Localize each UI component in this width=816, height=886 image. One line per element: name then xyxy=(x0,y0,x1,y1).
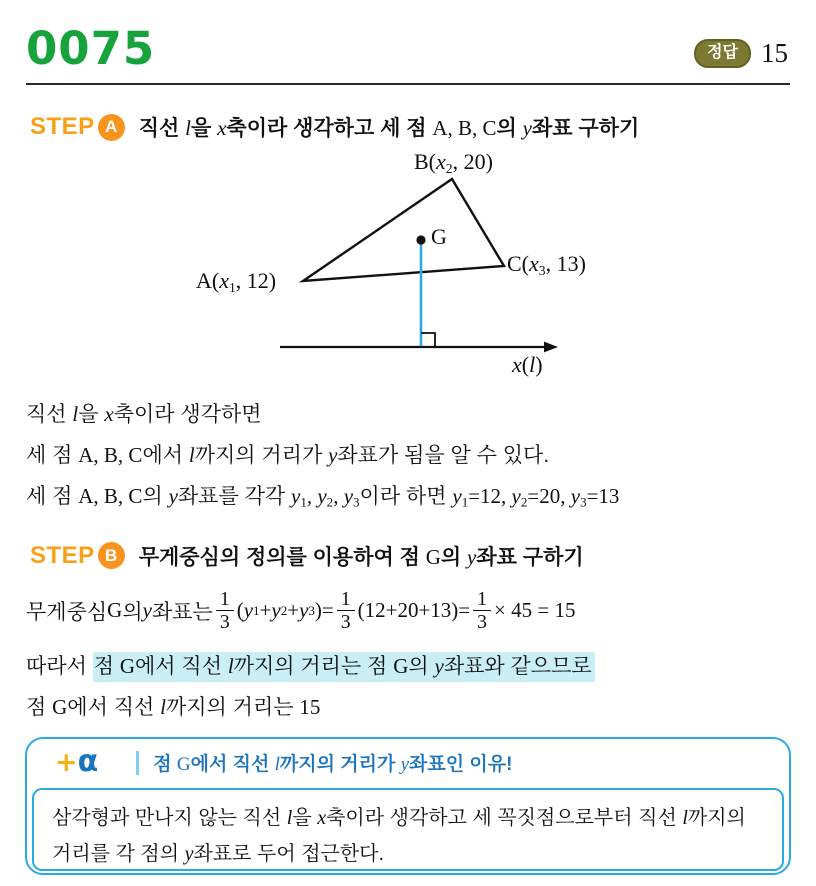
text-segment: l xyxy=(682,807,688,829)
text-segment: y xyxy=(467,544,477,569)
note-header xyxy=(27,739,789,786)
text-segment: G xyxy=(107,598,123,623)
text-segment: + xyxy=(287,598,300,623)
problem-number: 0075 xyxy=(26,22,156,75)
text-segment: y xyxy=(168,484,178,508)
text-segment: 2 xyxy=(326,494,334,510)
axis-label xyxy=(512,352,543,378)
text-segment: G xyxy=(119,653,135,678)
note-body xyxy=(32,788,784,871)
text-segment: 3 xyxy=(538,262,546,278)
step-b-label: STEP xyxy=(30,541,95,569)
alpha-glyph: α xyxy=(77,744,99,779)
text-segment: , xyxy=(306,484,318,508)
text-segment: y xyxy=(142,598,152,623)
text-segment: 직선 xyxy=(26,403,73,426)
text-segment: 의 xyxy=(440,545,468,569)
answer-badge: 정답 xyxy=(694,39,751,68)
axis-arrowhead-icon xyxy=(544,342,558,353)
text-segment: 3 xyxy=(580,494,587,510)
triangle-diagram xyxy=(0,148,816,384)
text-segment: 을 xyxy=(78,403,105,426)
text-segment: y xyxy=(400,754,410,775)
text-segment: 의 xyxy=(142,485,169,508)
text-segment: 1 xyxy=(461,494,469,510)
text-segment: y xyxy=(522,116,532,140)
text-segment: 까지의 거리가 xyxy=(279,754,401,775)
text-segment: , 20) xyxy=(452,149,493,174)
text-segment: y xyxy=(343,484,354,508)
text-segment: y xyxy=(511,484,521,508)
text-segment: y xyxy=(317,484,327,508)
text-segment: 축이라 생각하고 세 점 xyxy=(226,117,433,140)
text-segment: y xyxy=(434,653,444,678)
text-segment: 점 xyxy=(93,654,120,678)
text-segment: 1 xyxy=(300,494,307,510)
text-segment: 15 xyxy=(299,694,321,719)
step-a-row xyxy=(30,112,816,142)
note-title xyxy=(153,749,512,776)
text-segment: 축이라 생각하고 세 꼭짓점으로부터 직선 xyxy=(326,807,683,829)
fraction: $\frac{1}{3}$ xyxy=(473,588,491,633)
text-segment: 3 xyxy=(353,494,360,510)
text-segment: (12+20+13)= xyxy=(357,598,471,623)
text-segment: 좌표가 됨을 알 수 있다. xyxy=(337,444,550,467)
conclusion-line-2 xyxy=(26,688,816,727)
text-segment: 을 xyxy=(190,117,218,140)
text-segment: 세 점 xyxy=(26,444,79,467)
text-segment: 의 xyxy=(122,600,143,624)
text-segment: x xyxy=(104,402,114,426)
text-segment: C( xyxy=(507,251,529,276)
page-header xyxy=(0,0,816,75)
text-segment: 좌표 구하기 xyxy=(476,545,584,569)
text-segment: 삼각형과 만나지 않는 직선 xyxy=(52,807,287,829)
step-b-row xyxy=(30,541,816,571)
text-segment: x xyxy=(317,807,327,829)
text-segment: 1 xyxy=(228,279,236,295)
triangle-outline xyxy=(303,179,504,281)
text-segment: 좌표와 같으므로 xyxy=(443,654,592,678)
answer-value: 15 xyxy=(761,38,788,68)
text-segment: l xyxy=(160,694,166,719)
text-segment: y xyxy=(243,598,254,623)
text-segment: 점 xyxy=(26,695,53,719)
text-segment: + xyxy=(259,598,272,623)
text-segment: , 13) xyxy=(545,251,586,276)
point-c-label xyxy=(507,251,586,279)
step-b-title xyxy=(139,541,584,571)
header-divider xyxy=(26,83,790,85)
text-segment: y xyxy=(291,484,301,508)
centroid-dot xyxy=(416,235,425,244)
text-segment: , xyxy=(333,484,344,508)
text-segment: G xyxy=(425,544,441,569)
text-segment: l xyxy=(529,352,536,377)
text-segment: × 45 = 15 xyxy=(494,598,576,623)
right-angle-mark xyxy=(421,333,435,347)
text-segment: 좌표는 xyxy=(151,600,213,624)
text-segment: 이라 하면 xyxy=(359,485,453,508)
text-segment: 까지의 거리를 각 점의 xyxy=(52,807,746,865)
text-segment: B( xyxy=(414,149,436,174)
text-segment: l xyxy=(188,443,195,467)
plus-glyph: + xyxy=(55,747,78,778)
answer-area xyxy=(694,38,788,71)
text-segment: 좌표 구하기 xyxy=(531,117,640,140)
text-segment: 축이라 생각하면 xyxy=(113,403,262,426)
text-segment: y xyxy=(570,484,581,508)
centroid-formula xyxy=(26,585,816,637)
text-segment: 직선 xyxy=(138,117,186,140)
explanation-line-3 xyxy=(26,476,816,523)
fraction: $\frac{1}{3}$ xyxy=(337,588,355,633)
text-segment: 에서 직선 xyxy=(135,654,228,678)
point-b-label xyxy=(414,149,493,177)
conclusion-prefix xyxy=(26,655,93,678)
text-segment: 2 xyxy=(445,160,453,176)
diagram-canvas xyxy=(0,148,816,384)
highlighted-statement xyxy=(93,652,595,682)
text-segment: 세 점 xyxy=(26,485,79,508)
text-segment: A, B, C xyxy=(432,116,497,140)
text-segment: x xyxy=(217,116,227,140)
text-segment: 3 xyxy=(308,602,315,618)
text-segment: 따라서 xyxy=(26,654,93,678)
text-segment: y xyxy=(184,843,194,865)
step-a-title xyxy=(139,112,640,142)
text-segment: x xyxy=(529,251,539,276)
explanation-line-2 xyxy=(26,435,816,476)
text-segment: )= xyxy=(314,598,334,623)
step-b-badge-icon: B xyxy=(98,542,125,569)
text-segment: 좌표를 각각 xyxy=(177,485,291,508)
text-segment: 좌표로 두어 접근한다. xyxy=(193,843,385,865)
text-segment: ) xyxy=(535,352,543,377)
conclusion-line-1 xyxy=(26,647,816,686)
text-segment: 까지의 거리는 xyxy=(165,695,300,719)
plus-alpha-icon xyxy=(55,744,99,779)
text-segment: A, B, C xyxy=(78,484,143,508)
text-segment: =13 xyxy=(586,484,620,508)
point-a-label xyxy=(196,268,276,296)
text-segment: G xyxy=(393,653,409,678)
text-segment: , 12) xyxy=(235,268,277,293)
text-segment: 의 xyxy=(496,117,523,140)
text-segment: ( xyxy=(521,352,530,377)
text-segment: =20, xyxy=(527,484,571,508)
text-segment: 까지의 거리는 점 xyxy=(233,654,394,678)
text-segment: l xyxy=(286,807,293,829)
step-a-badge-icon: A xyxy=(98,114,125,141)
text-segment: 에서 직선 xyxy=(190,754,275,775)
text-segment: 점 xyxy=(153,754,177,775)
text-segment: x xyxy=(219,268,229,293)
text-segment: l xyxy=(227,653,234,678)
text-segment: 을 xyxy=(292,807,318,829)
plus-alpha-note-box xyxy=(25,737,791,875)
text-segment: G xyxy=(52,694,68,719)
text-segment: 무게중심의 정의를 이용하여 점 xyxy=(138,545,426,569)
text-segment: 의 xyxy=(408,654,435,678)
text-segment: l xyxy=(72,402,79,426)
text-segment: y xyxy=(452,484,462,508)
text-segment: ( xyxy=(236,598,244,623)
text-segment: 2 xyxy=(520,494,528,510)
text-segment: x xyxy=(512,352,522,377)
text-segment: =12, xyxy=(468,484,512,508)
text-segment: x xyxy=(436,149,446,174)
text-segment: G xyxy=(431,224,447,249)
explanation-block xyxy=(26,394,816,523)
fraction: $\frac{1}{3}$ xyxy=(216,588,234,633)
text-segment: 에서 직선 xyxy=(67,695,161,719)
text-segment: y xyxy=(271,598,281,623)
text-segment: 2 xyxy=(280,602,288,618)
text-segment: G xyxy=(176,754,191,775)
text-segment: y xyxy=(299,598,309,623)
text-segment: 무게중심 xyxy=(26,600,108,624)
centroid-g-label xyxy=(431,224,447,250)
text-segment: A, B, C xyxy=(78,443,143,467)
text-segment: 1 xyxy=(253,602,260,618)
note-divider-bar xyxy=(136,751,139,775)
text-segment: 좌표인 이유! xyxy=(409,754,513,775)
explanation-line-1 xyxy=(26,394,816,435)
text-segment: y xyxy=(328,443,338,467)
text-segment: 까지의 거리가 xyxy=(194,444,329,467)
text-segment: 에서 xyxy=(142,444,189,467)
text-segment: l xyxy=(274,754,280,775)
text-segment: A( xyxy=(196,268,220,293)
text-segment: l xyxy=(185,116,191,140)
step-a-label: STEP xyxy=(30,113,95,140)
